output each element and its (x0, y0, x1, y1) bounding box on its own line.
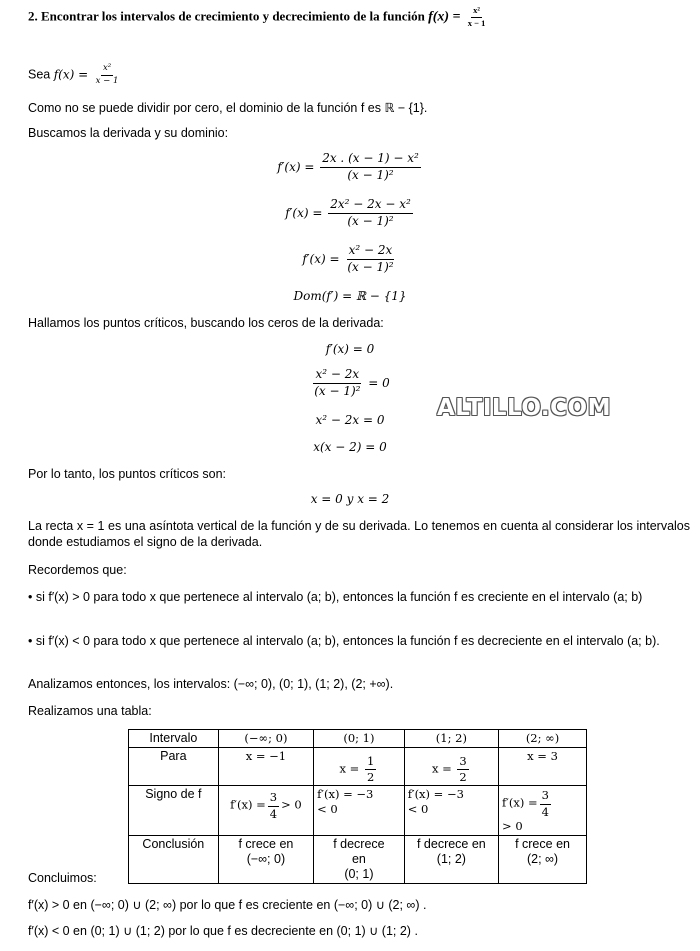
signo-cell-denominator: 4 (541, 804, 549, 819)
critical-eq-1: f′(x) = 0 (325, 342, 375, 356)
conclusion-increasing: f′(x) > 0 en (−∞; 0) ∪ (2; ∞) por lo que f es creciente en (−∞; 0) ∪ (2; ∞) . (28, 898, 427, 912)
table-row (129, 835, 587, 883)
derivative-step-1-fraction (320, 152, 421, 183)
signo-cell-lhs: f′(x) = (502, 796, 538, 811)
derivative-step-1-lhs: f′(x) = (277, 159, 315, 174)
table-row (129, 786, 587, 835)
intro-sea-label: Sea (28, 67, 51, 82)
conclusion-cell-line1: f decrece en (416, 836, 486, 851)
interval-cell: (−∞; 0) (218, 730, 313, 748)
conclusion-cell (404, 835, 498, 883)
para-cell (314, 748, 405, 786)
row-header-signo: Signo de f (129, 786, 219, 835)
row-header-interval: Intervalo (129, 730, 219, 748)
derivative-step-1-denominator: (x − 1)² (347, 167, 394, 182)
critical-points: x = 0 y x = 2 (310, 492, 390, 506)
problem-title (28, 6, 489, 29)
interval-cell: (0; 1) (314, 730, 405, 748)
conclusion-decreasing: f′(x) < 0 en (0; 1) ∪ (1; 2) por lo que f es decreciente en (0; 1) ∪ (1; 2) . (28, 924, 418, 938)
title-function-lhs: f(x) = (428, 9, 461, 25)
para-cell: x = 3 (499, 748, 587, 786)
intro-function-fraction (94, 64, 121, 87)
conclusion-cell-line2: en (351, 851, 366, 866)
signo-cell-line2: < 0 (317, 802, 338, 817)
table-row (129, 730, 587, 748)
signo-cell (499, 786, 587, 835)
conclusion-cell-line3: (0; 1) (344, 866, 374, 881)
critical-eq-4: x(x − 2) = 0 (313, 440, 387, 454)
conclusion-cell-line2: (2; ∞) (526, 851, 559, 866)
derivative-step-3-fraction (345, 244, 395, 275)
row-header-conclusion: Conclusión (129, 835, 219, 883)
bullet-decreasing: • si f′(x) < 0 para todo x que pertenece al intervalo (a; b), entonces la función f es decreciente en el intervalo (a; b). (28, 634, 660, 648)
conclusion-cell (218, 835, 313, 883)
derivative-step-2-denominator: (x − 1)² (347, 213, 394, 228)
derivative-step-1-numerator: 2x . (x − 1) − x² (320, 152, 421, 168)
conclusion-cell (499, 835, 587, 883)
signo-cell-lhs: f′(x) = (230, 798, 266, 813)
derivative-step-3-numerator: x² − 2x (347, 244, 395, 260)
conclude-label: Concluimos: (28, 871, 97, 885)
intro-line (28, 64, 122, 87)
signo-cell (404, 786, 498, 835)
domain-text: Como no se puede dividir por cero, el dominio de la función f es ℝ − {1}. (28, 101, 428, 115)
conclusion-cell (314, 835, 405, 883)
derivative-step-1 (0, 152, 700, 183)
critical-eq-2 (0, 368, 700, 399)
critical-eq-2-rhs: = 0 (368, 375, 390, 390)
derivative-step-2-lhs: f′(x) = (285, 205, 323, 220)
watermark-logo: ALTILLO.COM (437, 395, 611, 421)
derivative-step-2-fraction (328, 198, 413, 229)
signo-cell-fraction (268, 791, 279, 820)
para-cell-denominator: 2 (459, 770, 467, 785)
signo-cell-numerator: 3 (268, 791, 279, 806)
critical-eq-2-numerator: x² − 2x (313, 368, 361, 384)
derivative-step-2 (0, 198, 700, 229)
signo-cell-numerator: 3 (540, 789, 551, 804)
title-function-fraction (466, 6, 488, 29)
conclusion-cell-line1: f crece en (515, 836, 570, 851)
signo-cell-fraction (540, 789, 551, 818)
problem-title-text: 2. Encontrar los intervalos de crecimiento y decrecimiento de la función (28, 8, 425, 24)
signo-cell-rhs: > 0 (281, 798, 302, 813)
derivative-step-3 (0, 244, 700, 275)
para-cell-fraction (457, 755, 468, 784)
signo-cell-line1: f′(x) = −3 (407, 787, 464, 802)
intro-fraction-denominator: x − 1 (95, 75, 119, 86)
derivative-intro: Buscamos la derivada y su dominio: (28, 126, 229, 140)
para-cell-numerator: 1 (365, 755, 376, 770)
conclusion-cell-line2: (1; 2) (436, 851, 466, 866)
analyze-text: Analizamos entonces, los intervalos: (−∞; 0), (0; 1), (1; 2), (2; +∞). (28, 677, 394, 691)
signo-cell-denominator: 4 (269, 806, 278, 821)
para-cell-fraction (365, 755, 376, 784)
signo-cell-line1: f′(x) = −3 (317, 787, 374, 802)
para-cell-denominator: 2 (366, 770, 375, 785)
critical-points-label: Por lo tanto, los puntos críticos son: (28, 467, 227, 481)
intro-fraction-numerator: x² (101, 64, 113, 76)
signo-cell (218, 786, 313, 835)
signo-cell-line2: < 0 (407, 802, 429, 817)
derivative-step-3-denominator: (x − 1)² (347, 259, 394, 274)
interval-cell: (2; ∞) (499, 730, 587, 748)
title-fraction-numerator: x² (471, 6, 482, 18)
conclusion-cell-line1: f decrece (333, 836, 385, 851)
para-cell-lhs: x = (339, 761, 360, 776)
interval-cell: (1; 2) (404, 730, 498, 748)
derivative-step-3-lhs: f′(x) = (302, 251, 340, 266)
critical-eq-3: x² − 2x = 0 (315, 413, 385, 427)
recall-label: Recordemos que: (28, 563, 127, 577)
signo-cell-rhs: > 0 (502, 818, 523, 833)
critical-eq-2-denominator: (x − 1)² (314, 383, 361, 398)
critical-intro: Hallamos los puntos críticos, buscando los ceros de la derivada: (28, 316, 384, 330)
signo-cell (314, 786, 405, 835)
table-intro: Realizamos una tabla: (28, 704, 152, 718)
dom-derivative: Dom(f′) = ℝ − {1} (293, 289, 407, 303)
title-fraction-denominator: x − 1 (467, 17, 486, 28)
intro-function-lhs: f(x) = (53, 67, 89, 82)
asymptote-text: La recta x = 1 es una asíntota vertical de la función y de su derivada. Lo tenemos en cuenta al considerar los intervalos donde estudiamos el signo de la derivada. (28, 519, 690, 549)
table-row (129, 748, 587, 786)
para-cell-numerator: 3 (457, 755, 468, 770)
derivative-step-2-numerator: 2x² − 2x − x² (328, 198, 413, 214)
sign-table (128, 729, 587, 884)
conclusion-cell-line2: (−∞; 0) (246, 851, 286, 866)
para-cell: x = −1 (218, 748, 313, 786)
conclusion-cell-line1: f crece en (238, 836, 294, 851)
critical-eq-2-fraction (312, 368, 362, 399)
para-cell-lhs: x = (431, 761, 452, 776)
para-cell (404, 748, 498, 786)
bullet-increasing: • si f′(x) > 0 para todo x que pertenece al intervalo (a; b), entonces la función f es creciente en el intervalo (a; b) (28, 590, 643, 604)
row-header-para: Para (129, 748, 219, 786)
